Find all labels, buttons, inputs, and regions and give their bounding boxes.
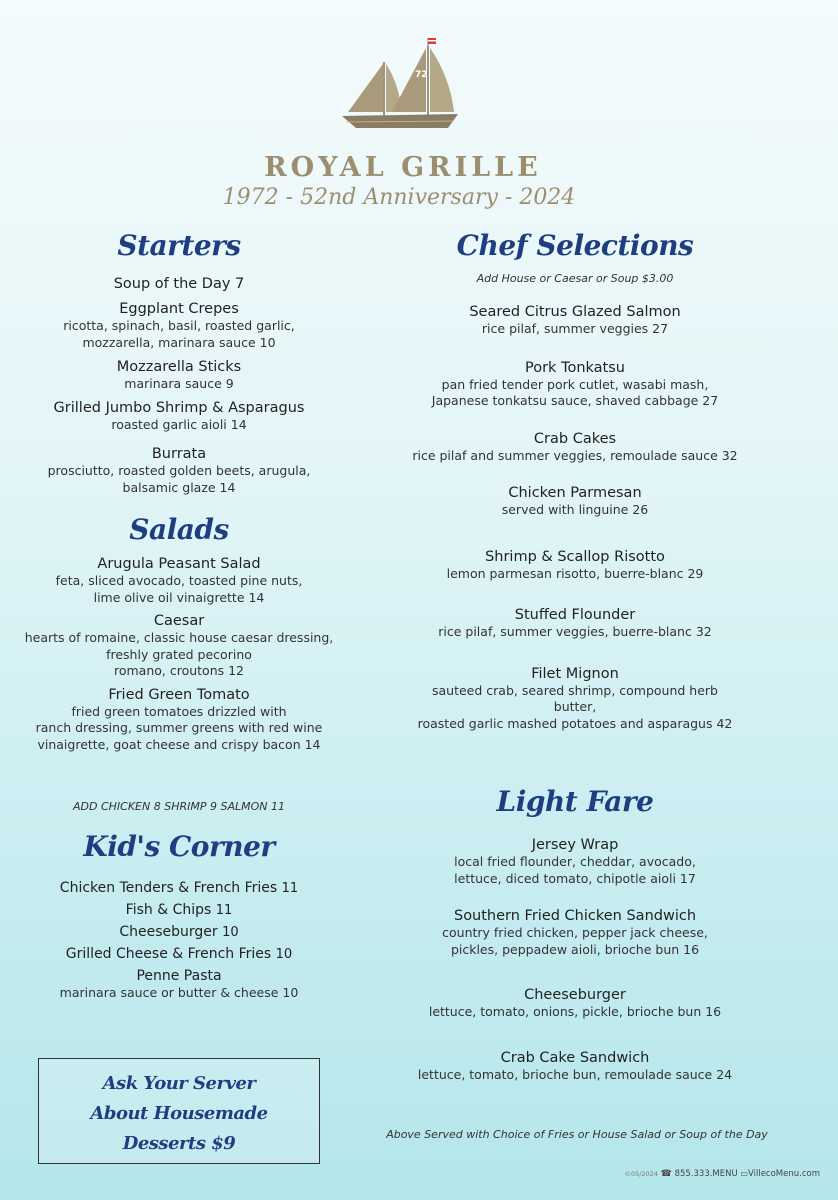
- menu-item: [20, 686, 338, 754]
- footer: [580, 1169, 820, 1179]
- menu-item: [410, 430, 740, 465]
- kids-item: [20, 880, 338, 896]
- item-name: Burrata: [151, 446, 207, 462]
- item-name: Mozzarella Sticks: [116, 359, 242, 375]
- salad-add-ons: ADD CHICKEN 8 SHRIMP 9 SALMON 11: [73, 800, 285, 813]
- item-name: Arugula Peasant Salad: [97, 556, 261, 572]
- restaurant-name: ROYAL GRILLE: [264, 152, 542, 183]
- dessert-line-3: Desserts $9: [122, 1133, 236, 1154]
- item-desc: ricotta, spinach, basil, roasted garlic,: [63, 318, 295, 333]
- served-with-note: Above Served with Choice of Fries or House Salad or Soup of the Day: [386, 1128, 768, 1141]
- item-name: Grilled Cheese & French Fries: [65, 946, 272, 962]
- item-name: Fried Green Tomato: [108, 686, 250, 703]
- item-desc: marinara sauce or butter & cheese 10: [59, 985, 299, 1000]
- item-price: 10: [222, 925, 239, 940]
- chef-section: [410, 226, 740, 732]
- menu-item: [410, 986, 740, 1021]
- boat-number: 72: [415, 70, 428, 80]
- item-desc: ranch dressing, summer greens with red wine: [35, 720, 323, 735]
- footer-website: VillecoMenu.com: [747, 1169, 820, 1179]
- item-name: Pork Tonkatsu: [525, 359, 625, 376]
- item-desc: fried green tomatoes drizzled with: [71, 703, 287, 719]
- anniversary-line: 1972 - 52nd Anniversary - 2024: [222, 185, 576, 210]
- footer-date: ©05/2024: [624, 1170, 658, 1178]
- item-name: Chicken Parmesan: [508, 485, 642, 501]
- item-desc: roasted garlic aioli 14: [111, 416, 247, 432]
- item-desc: lettuce, tomato, onions, pickle, brioche bun 16: [428, 1004, 722, 1019]
- item-name: Cheeseburger: [524, 987, 626, 1003]
- starters-section: [20, 226, 338, 496]
- menu-item: [410, 303, 740, 338]
- light-fare-title: Light Fare: [496, 785, 654, 818]
- menu-item: [20, 445, 338, 496]
- menu-item: [20, 399, 338, 434]
- item-desc: vinaigrette, goat cheese and crispy bacon 14: [37, 736, 321, 752]
- item-price: 10: [275, 947, 293, 962]
- item-desc: roasted garlic mashed potatoes and asparagus 42: [417, 715, 733, 731]
- item-desc: pickles, peppadew aioli, brioche bun 16: [450, 941, 700, 957]
- item-desc: rice pilaf, summer veggies, buerre-blanc 32: [438, 624, 712, 639]
- item-price: 11: [215, 903, 233, 918]
- menu-item: [410, 907, 740, 958]
- item-desc: rice pilaf, summer veggies 27: [481, 321, 669, 336]
- item-name: Cheeseburger: [119, 924, 218, 940]
- sailboat-logo-icon: [340, 34, 460, 132]
- item-name: Fish & Chips: [125, 902, 212, 918]
- item-desc: country fried chicken, pepper jack cheese,: [442, 925, 708, 940]
- menu-item: [410, 1049, 740, 1084]
- item-name: Southern Fried Chicken Sandwich: [453, 908, 697, 924]
- kids-section: [20, 828, 338, 1000]
- item-desc: balsamic glaze 14: [122, 479, 236, 495]
- item-desc: rice pilaf and summer veggies, remoulade sauce 32: [412, 447, 738, 463]
- menu-item: [20, 555, 338, 606]
- menu-item: [410, 548, 740, 583]
- item-desc: Japanese tonkatsu sauce, shaved cabbage 27: [431, 393, 719, 408]
- salads-title: Salads: [129, 513, 229, 546]
- chef-note: Add House or Caesar or Soup $3.00: [476, 272, 674, 285]
- item-desc: lemon parmesan risotto, buerre-blanc 29: [446, 565, 704, 581]
- menu-item: [20, 358, 338, 393]
- item-name: Grilled Jumbo Shrimp & Asparagus: [53, 399, 305, 416]
- menu-item: [410, 484, 740, 519]
- dessert-line-2: About Housemade: [90, 1103, 268, 1124]
- phone-icon: ☎: [660, 1169, 672, 1179]
- item-desc: local fried flounder, cheddar, avocado,: [454, 854, 696, 869]
- item-name: Caesar: [153, 613, 205, 629]
- item-name: Filet Mignon: [531, 665, 619, 682]
- item-desc: freshly grated pecorino: [106, 646, 252, 662]
- kids-item: [20, 946, 338, 962]
- item-desc: hearts of romaine, classic house caesar dressing,: [24, 630, 334, 645]
- item-name: Crab Cake Sandwich: [500, 1049, 650, 1066]
- item-desc: lime olive oil vinaigrette 14: [93, 589, 265, 605]
- menu-item: [410, 606, 740, 641]
- item-name: Seared Citrus Glazed Salmon: [469, 304, 681, 320]
- item-name: Eggplant Crepes: [119, 301, 239, 317]
- item-name: Crab Cakes: [533, 430, 617, 447]
- item-name: Soup of the Day 7: [113, 276, 245, 292]
- menu-item: [410, 359, 740, 410]
- starters-title: Starters: [117, 229, 241, 262]
- item-desc: prosciutto, roasted golden beets, arugula,: [47, 463, 311, 478]
- dessert-line-1: Ask Your Server: [102, 1073, 256, 1094]
- kids-item: [20, 924, 338, 940]
- menu-item: [410, 836, 740, 887]
- computer-icon: ▭: [740, 1169, 748, 1178]
- kids-title: Kid's Corner: [83, 830, 275, 863]
- item-desc: lettuce, diced tomato, chipotle aioli 17: [454, 870, 696, 886]
- item-desc: sauteed crab, seared shrimp, compound herb butter,: [432, 682, 718, 714]
- item-name: Chicken Tenders & French Fries: [59, 880, 278, 896]
- item-desc: pan fried tender pork cutlet, wasabi mash,: [441, 376, 709, 392]
- kids-item: [20, 902, 338, 918]
- footer-phone: 855.333.MENU: [674, 1169, 738, 1179]
- item-desc: lettuce, tomato, brioche bun, remoulade sauce 24: [417, 1066, 733, 1082]
- menu-item: [410, 665, 740, 733]
- item-name: Shrimp & Scallop Risotto: [485, 548, 665, 565]
- item-price: 11: [281, 881, 299, 896]
- item-desc: romano, croutons 12: [113, 663, 245, 678]
- dessert-box: [38, 1058, 320, 1164]
- menu-item: [20, 612, 338, 680]
- menu-item: [20, 300, 338, 351]
- menu-item: [20, 275, 338, 293]
- item-name: Jersey Wrap: [531, 837, 619, 853]
- item-desc: mozzarella, marinara sauce 10: [82, 334, 276, 350]
- item-name: Penne Pasta: [136, 968, 222, 984]
- item-desc: served with linguine 26: [501, 502, 649, 517]
- light-fare-section: [410, 782, 740, 1083]
- salads-section: [20, 511, 338, 753]
- item-desc: feta, sliced avocado, toasted pine nuts,: [55, 573, 303, 588]
- item-desc: marinara sauce 9: [124, 376, 234, 391]
- chef-title: Chef Selections: [456, 229, 694, 262]
- item-name: Stuffed Flounder: [514, 607, 636, 623]
- kids-item: [20, 968, 338, 984]
